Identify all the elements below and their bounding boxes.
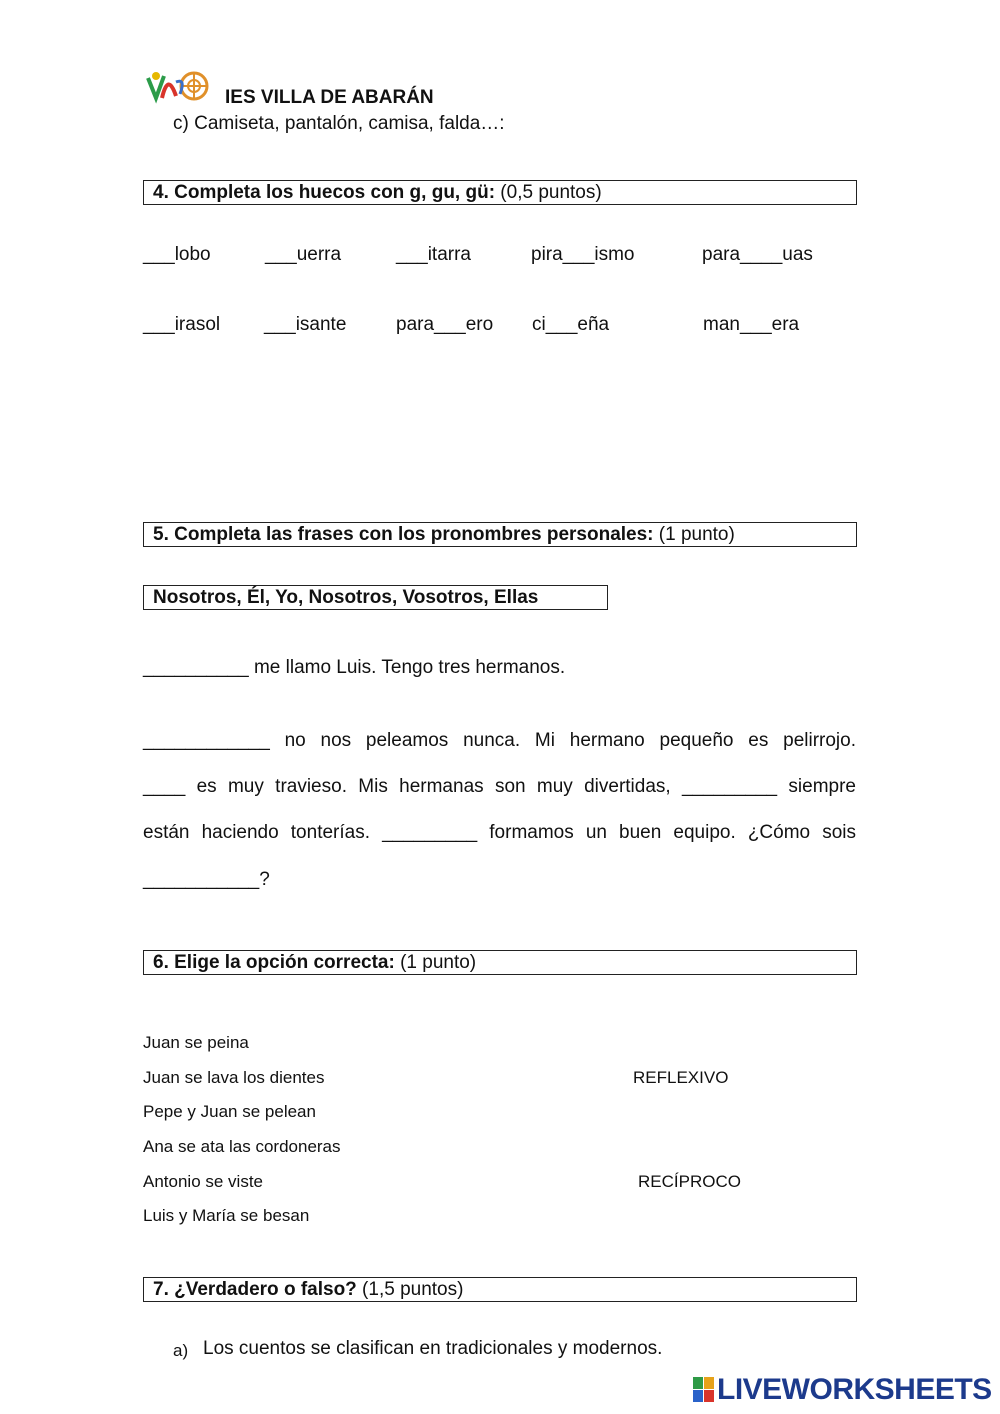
q6-sentence-2[interactable]: Juan se lava los dientes (143, 1068, 325, 1087)
q5-title-box (143, 522, 857, 547)
q7-item-a-marker: a) (173, 1341, 189, 1360)
q7-title: 7. ¿Verdadero o falso? (153, 1279, 357, 1300)
q4-blank-1[interactable]: ___lobo (143, 244, 211, 265)
q6-sentence-4[interactable]: Ana se ata las cordoneras (143, 1137, 341, 1156)
q6-option-reciproco[interactable]: RECÍPROCO (638, 1172, 741, 1191)
q4-blank-5[interactable]: para____uas (702, 244, 813, 265)
q5-para-line-3[interactable]: están haciendo tonterías. _________ formamos un buen equipo. ¿Cómo sois (143, 822, 856, 843)
q5-sentence-1[interactable]: __________ me llamo Luis. Tengo tres hermanos. (143, 657, 566, 678)
q5-title: 5. Completa las frases con los pronombres personales: (153, 524, 654, 545)
q4-blank-7[interactable]: ___isante (264, 314, 347, 335)
q4-points: (0,5 puntos) (495, 182, 602, 203)
q5-para-line-4[interactable]: ___________? (143, 869, 270, 890)
q4-title: 4. Completa los huecos con g, gu, gü: (153, 182, 496, 203)
q7-item-a[interactable]: Los cuentos se clasifican en tradicionales y modernos. (203, 1338, 663, 1359)
q4-blank-2[interactable]: ___uerra (265, 244, 342, 265)
q6-sentence-6[interactable]: Luis y María se besan (143, 1206, 310, 1225)
q5-points: (1 punto) (653, 524, 735, 545)
q7-points: (1,5 puntos) (356, 1279, 464, 1300)
item-c: c) Camiseta, pantalón, camisa, falda…: (173, 113, 505, 134)
q4-blank-6[interactable]: ___irasol (143, 314, 221, 335)
q6-sentence-5[interactable]: Antonio se viste (143, 1172, 264, 1191)
liveworksheets-icon (693, 1377, 715, 1403)
q6-sentence-3[interactable]: Pepe y Juan se pelean (143, 1102, 316, 1121)
q5-para-line-2[interactable]: ____ es muy travieso. Mis hermanas son muy divertidas, _________ siempre (143, 776, 856, 797)
q6-option-reflexivo[interactable]: REFLEXIVO (633, 1068, 729, 1087)
q6-title: 6. Elige la opción correcta: (153, 952, 395, 973)
q4-title-box (143, 180, 857, 205)
liveworksheets-brand: LIVEWORKSHEETS (717, 1373, 992, 1406)
q6-points: (1 punto) (394, 952, 477, 973)
q7-title-box (143, 1277, 857, 1302)
q6-title-box (143, 950, 857, 975)
q4-blank-8[interactable]: para___ero (396, 314, 494, 335)
q4-blank-9[interactable]: ci___eña (532, 314, 610, 335)
q4-blank-3[interactable]: ___itarra (396, 244, 471, 265)
q5-para-line-1[interactable]: ____________ no nos peleamos nunca. Mi hermano pequeño es pelirrojo. (143, 730, 856, 751)
school-name: IES VILLA DE ABARÁN (225, 87, 434, 108)
q5-word-bank: Nosotros, Él, Yo, Nosotros, Vosotros, Ellas (143, 585, 608, 610)
q4-blank-10[interactable]: man___era (703, 314, 800, 335)
school-logo (146, 68, 212, 108)
q4-blank-4[interactable]: pira___ismo (531, 244, 635, 265)
q6-sentence-1[interactable]: Juan se peina (143, 1033, 249, 1052)
